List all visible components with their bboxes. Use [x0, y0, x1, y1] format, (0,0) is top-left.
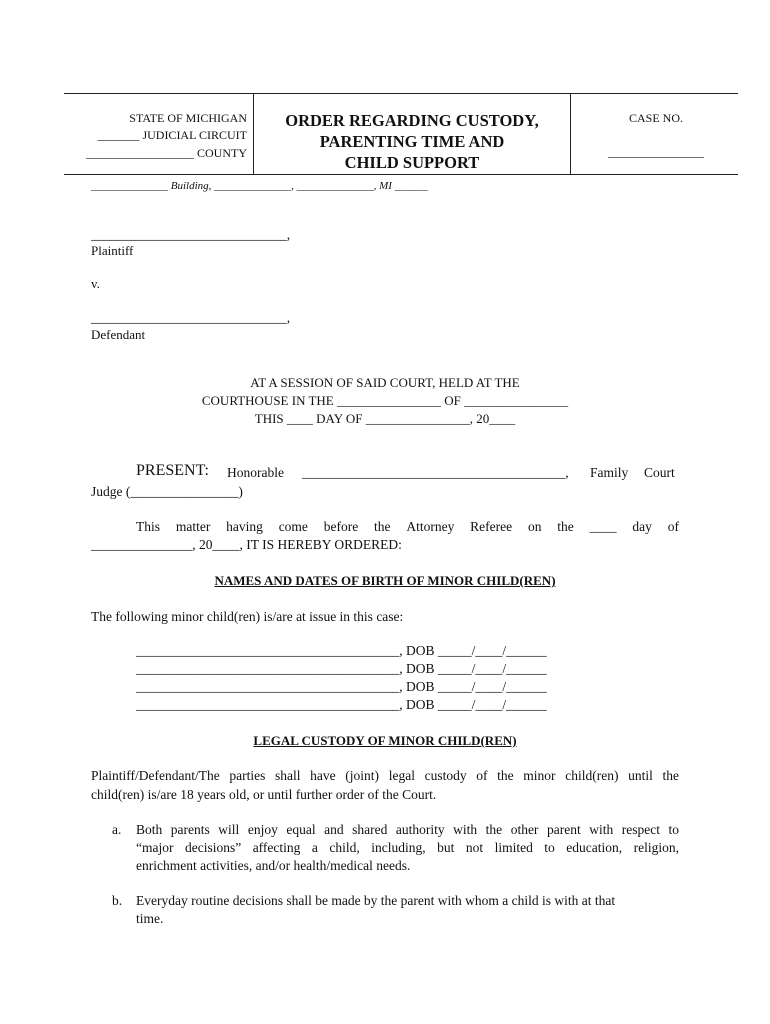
matter-word: come — [278, 519, 308, 534]
court-word: Court — [644, 465, 675, 480]
matter-word: before — [323, 519, 359, 534]
session-line-1: AT A SESSION OF SAID COURT, HELD AT THE — [250, 375, 520, 390]
case-number-blank: ________________ — [608, 145, 704, 159]
matter-word: on — [527, 519, 542, 534]
present-label: PRESENT: — [136, 462, 209, 479]
document-title — [256, 110, 568, 173]
matter-word: the — [374, 519, 391, 534]
honorable-label: Honorable — [227, 465, 284, 480]
title-line-1: ORDER REGARDING CUSTODY, — [285, 111, 539, 130]
defendant-name-blank: _____________________________, — [91, 310, 291, 325]
court-address-line: ______________ Building, ______________, ______________, MI ______ — [91, 180, 428, 192]
child-row: _______________________________________, DOB _____/____/______ — [136, 697, 547, 712]
plaintiff-label: Plaintiff — [91, 243, 134, 258]
header-divider-left — [253, 94, 254, 174]
child-row: _______________________________________, DOB _____/____/______ — [136, 661, 547, 676]
matter-word: This — [136, 519, 161, 534]
state-label: STATE OF MICHIGAN — [129, 111, 247, 125]
matter-word: Attorney — [406, 519, 455, 534]
family-word: Family — [590, 465, 629, 480]
judge-name-blank: _______________________________________, — [302, 465, 569, 480]
plaintiff-name-blank: _____________________________, — [91, 227, 291, 242]
names-section-intro: The following minor child(ren) is/are at issue in this case: — [91, 609, 404, 624]
legal-custody-heading: LEGAL CUSTODY OF MINOR CHILD(REN) — [253, 733, 517, 748]
title-line-3: CHILD SUPPORT — [344, 153, 480, 172]
item-a-line-2: “major decisions” affecting a child, including, but not limited to education, religion, — [136, 840, 679, 855]
title-line-2: PARENTING TIME AND — [319, 132, 505, 151]
county-line: __________________ COUNTY — [86, 146, 247, 160]
item-a-line-3: enrichment activities, and/or health/medical needs. — [136, 858, 411, 873]
versus-label: v. — [91, 276, 100, 291]
matter-word: having — [226, 519, 263, 534]
item-a-marker: a. — [112, 822, 122, 837]
session-line-2: COURTHOUSE IN THE ________________ OF ________________ — [201, 393, 569, 408]
judge-line: Judge (________________) — [91, 484, 243, 499]
matter-word: Referee — [470, 519, 513, 534]
matter-word: of — [667, 519, 679, 534]
legal-custody-para-line-2: child(ren) is/are 18 years old, or until further order of the Court. — [91, 787, 437, 802]
item-b-marker: b. — [112, 893, 123, 908]
session-line-3: THIS ____ DAY OF ________________, 20____ — [254, 411, 516, 426]
matter-word: matter — [175, 519, 211, 534]
header-divider-right — [570, 94, 571, 174]
defendant-label: Defendant — [91, 327, 146, 342]
matter-line-1 — [136, 519, 679, 535]
item-b-line-1: Everyday routine decisions shall be made by the parent with whom a child is with at that — [136, 893, 616, 908]
judicial-circuit-line: _______ JUDICIAL CIRCUIT — [97, 128, 247, 142]
case-number-label: CASE NO. — [628, 111, 683, 125]
child-row: _______________________________________, DOB _____/____/______ — [136, 643, 547, 658]
item-b-line-2: time. — [136, 911, 164, 926]
matter-word: ____ — [589, 519, 617, 534]
matter-word: day — [632, 519, 652, 534]
legal-custody-para-line-1: Plaintiff/Defendant/The parties shall have (joint) legal custody of the minor child(ren) until the — [91, 768, 679, 783]
matter-line-2: _______________, 20____, IT IS HEREBY ORDERED: — [91, 537, 402, 552]
caption-header — [64, 93, 738, 175]
child-row: _______________________________________, DOB _____/____/______ — [136, 679, 547, 694]
item-a-line-1: Both parents will enjoy equal and shared authority with the other parent with respect to — [136, 822, 679, 837]
names-section-heading: NAMES AND DATES OF BIRTH OF MINOR CHILD(REN) — [214, 573, 556, 588]
matter-word: the — [557, 519, 574, 534]
